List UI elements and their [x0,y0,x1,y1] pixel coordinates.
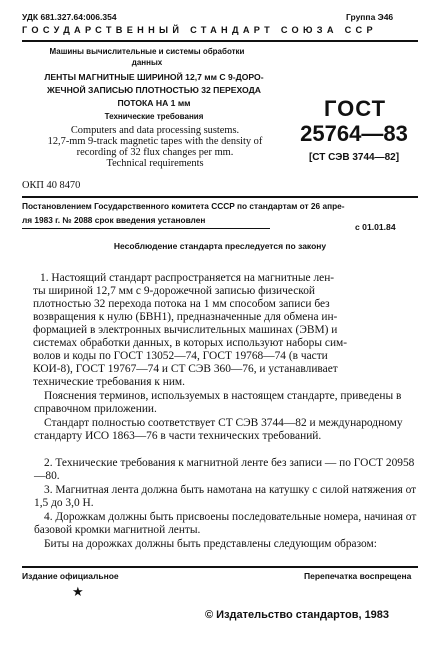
st-sev-reference: [СТ СЭВ 3744—82] [308,152,400,163]
decree-line-1: Постановлением Государственного комитета СССР по стандартам от 26 апре- [22,201,345,211]
p1-line-7: волов и коды по ГОСТ 13052—74, ГОСТ 19768—74 (в части [33,350,328,362]
paragraph-requirements: 2. Технические требования к магнитной ленте без записи — по ГОСТ 20958—80. [34,457,415,483]
effective-date: с 01.01.84 [355,222,396,232]
gost-number: 25764—83 [300,121,408,146]
legal-warning: Несоблюдение стандарта преследуется по закону [113,241,327,251]
p1-line-5: формацией в электронных вычислительных машинах (ЭВМ) и [33,324,338,336]
gost-label: ГОСТ [323,96,387,121]
category-line-2: данных [131,58,163,67]
udc-code: УДК 681.327.64:006.354 [22,12,117,22]
paragraph-compliance: Стандарт полностью соответствует СТ СЭВ 3744—82 и международному стандарту ИСО 1863—76 в части технических требований. [34,417,403,443]
paragraph-bits: Биты на дорожках должны быть представлены следующим образом: [44,538,377,550]
title-line-2: ЖЕЧНОЙ ЗАПИСЬЮ ПЛОТНОСТЬЮ 32 ПЕРЕХОДА [47,85,261,95]
english-line-2: 12,7-mm 9-track magnetic tapes with the density of [47,136,263,147]
p1-line-3: плотностью 32 перехода потока на 1 мм способом записи без [33,298,330,310]
star-mark: ★ [72,584,84,599]
english-line-1: Computers and data processing sustems. [70,125,240,136]
official-edition: Издание официальное [22,571,119,581]
publisher-line: © Издательство стандартов, 1983 [205,609,390,621]
paragraph-terms: Пояснения терминов, используемых в настоящем стандарте, приведены в справочном приложении. [34,390,402,416]
state-standard-heading: ГОСУДАРСТВЕННЫЙ СТАНДАРТ СОЮЗА ССР [22,25,377,35]
paragraph-tension: 3. Магнитная лента должна быть намотана на катушку с силой натяжения от 1,5 до 3,0 Н. [34,484,417,510]
p1-line-2: ты шириной 12,7 мм с 9-дорожечной записью физической [33,285,316,297]
english-line-3: recording of 32 flux changes per mm. [76,147,234,158]
title-line-3: ПОТОКА НА 1 мм [117,98,191,108]
title-divider [22,196,418,198]
p1-line-9: технические требования к ним. [33,376,185,388]
top-divider [22,40,418,42]
p1-line-1: 1. Настоящий стандарт распространяется на магнитные лен- [40,272,335,284]
footer-divider [22,566,418,568]
decree-underline [22,228,270,229]
p1-line-8: КОИ-8), ГОСТ 19767—74 и СТ СЭВ 360—76, и устанавливает [33,363,338,375]
okp-code: ОКП 40 8470 [22,180,81,191]
english-line-4: Technical requirements [106,158,204,169]
category-line-1: Машины вычислительные и системы обработки [49,47,245,56]
p1-line-4: возвращения к нулю (БВН1), предназначенные для обмена ин- [33,311,338,323]
decree-line-2: ля 1983 г. № 2088 срок введения установлен [22,215,206,225]
title-line-1: ЛЕНТЫ МАГНИТНЫЕ ШИРИНОЙ 12,7 мм С 9-ДОРО- [44,72,264,82]
p1-line-6: системах обработки данных, в которых используют наборы сим- [33,337,348,349]
group-code: Группа Э46 [346,12,394,22]
subtitle: Технические требования [104,112,204,121]
paragraph-track-numbers: 4. Дорожкам должны быть присвоены последовательные номера, начиная от базовой кромки магнитной ленты. [34,511,417,537]
reprint-prohibited: Перепечатка воспрещена [304,571,412,581]
